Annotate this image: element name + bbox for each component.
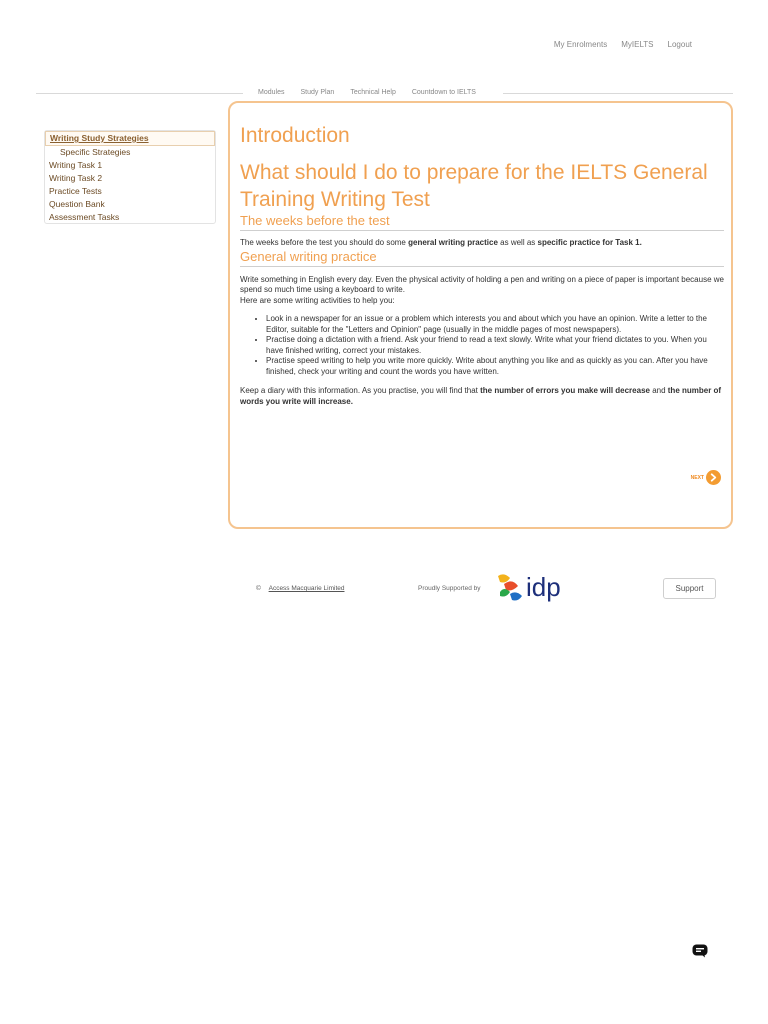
list-item: • Practise speed writing to help you write more quickly. Write about anything you like and as quickly as you can. After you have finished, check your writing and count the words you have written. [266, 356, 724, 377]
nav-modules[interactable]: Modules [258, 89, 285, 96]
content-panel [228, 101, 733, 529]
nav-divider-right [503, 93, 733, 94]
sidebar-item-writing-task-1[interactable]: Writing Task 1 [49, 160, 103, 170]
intro-heading: Introduction [240, 124, 350, 147]
nav-countdown[interactable]: Countdown to IELTS [411, 89, 476, 96]
idp-logo [496, 572, 561, 602]
sidebar-item-specific-strategies[interactable]: Specific Strategies [60, 147, 131, 157]
access-macquarie-link[interactable]: Access Macquarie Limited [268, 585, 345, 592]
bold-run: the number of words you write will increase. [240, 386, 722, 406]
sidebar-item-writing-task-2[interactable]: Writing Task 2 [49, 173, 103, 183]
nav-study-plan[interactable]: Study Plan [300, 89, 335, 96]
nav-divider-left [36, 93, 243, 94]
text-run: The weeks before the test you should do some [240, 238, 409, 247]
idp-logo-icon [496, 572, 524, 602]
chat-icon[interactable] [692, 944, 708, 958]
section-heading-weeks-before: The weeks before the test [240, 213, 724, 231]
next-label: NEXT [690, 474, 704, 481]
top-links [554, 40, 692, 49]
general-practice-paragraph: Write something in English every day. Even the physical activity of holding a pen and writing on a piece of paper is important because we spend so much time using a keyboard to write. [240, 274, 724, 294]
content-body [240, 123, 724, 407]
next-arrow-icon [706, 470, 721, 485]
sidebar-item-assessment-tasks[interactable]: Assessment Tasks [49, 212, 120, 222]
text-run: as well as [497, 238, 538, 247]
bold-run: specific practice for Task 1. [537, 238, 642, 247]
bold-run: the number of errors you make will decrease [480, 386, 650, 395]
footer [0, 570, 768, 610]
weeks-before-paragraph [240, 238, 724, 249]
sidebar-item-writing-study-strategies[interactable]: Writing Study Strategies [45, 131, 215, 146]
closing-paragraph [240, 386, 724, 407]
activities-list [240, 314, 724, 377]
copyright [256, 585, 344, 592]
list-item: • Look in a newspaper for an issue or a problem which interests you and about which you have an opinion. Write a letter to the Editor, suitable for the "Letters and Opinion" page (usually in the middle pages of most newspapers). [266, 314, 724, 335]
text-run: Keep a diary with this information. As you practise, you will find that [240, 386, 481, 395]
page-title: What should I do to prepare for the IELTS General Training Writing Test [240, 161, 708, 211]
section-heading-general-practice: General writing practice [240, 249, 724, 267]
copyright-symbol: © [256, 585, 261, 592]
next-button[interactable] [691, 470, 721, 485]
text-run: and [649, 386, 668, 395]
idp-logo-text: idp [526, 572, 561, 602]
activities-intro: Here are some writing activities to help you: [240, 295, 395, 305]
bold-run: general writing practice [408, 238, 498, 247]
sidebar-item-question-bank[interactable]: Question Bank [49, 199, 105, 209]
sidebar-item-practice-tests[interactable]: Practice Tests [49, 186, 102, 196]
myielts-link[interactable]: MyIELTS [621, 40, 654, 49]
logout-link[interactable]: Logout [667, 40, 692, 49]
sidebar [44, 130, 216, 224]
support-button[interactable]: Support [663, 578, 716, 599]
supported-by-text: Proudly Supported by [418, 585, 481, 592]
nav-technical-help[interactable]: Technical Help [350, 89, 396, 96]
list-item: • Practise doing a dictation with a friend. Ask your friend to read a text slowly. Write what your friend dictates to you. When you have finished writing, correct your mistakes. [266, 335, 724, 356]
my-enrolments-link[interactable]: My Enrolments [553, 40, 608, 49]
main-nav [250, 89, 484, 96]
